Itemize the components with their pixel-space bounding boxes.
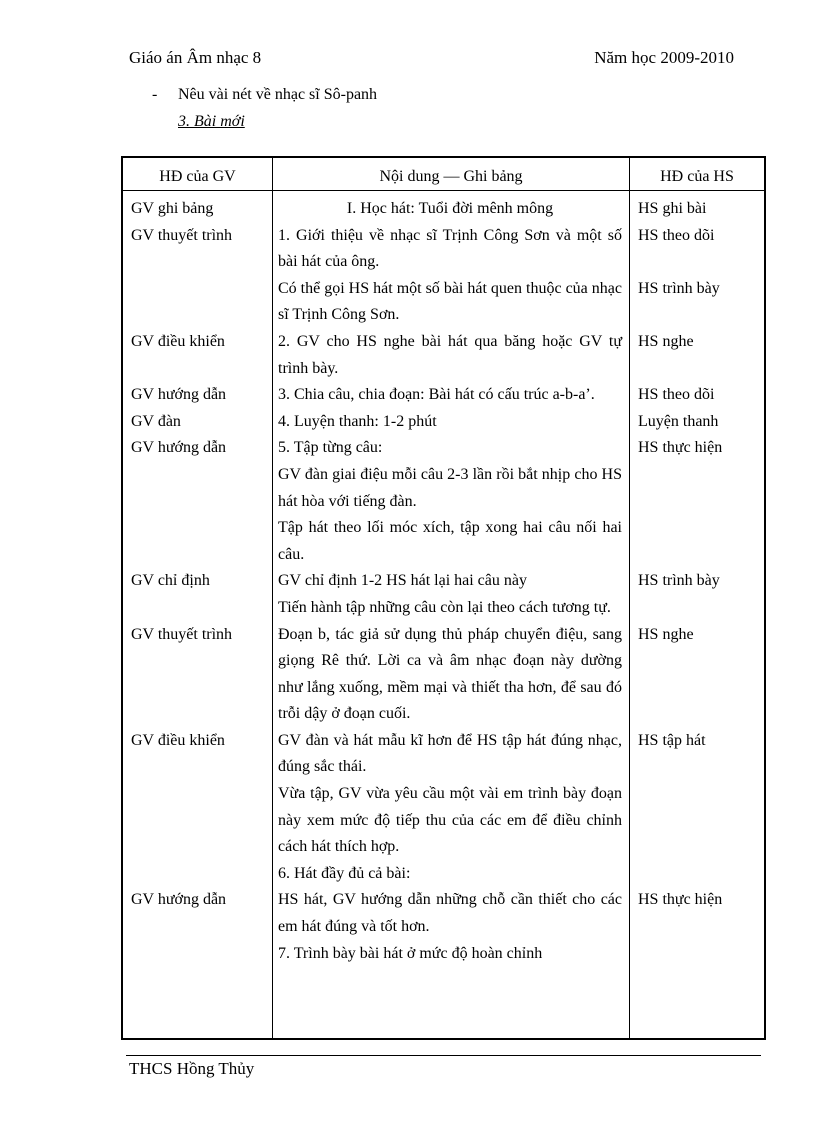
footer-school: THCS Hồng Thủy [129, 1059, 255, 1078]
table-body [123, 196, 764, 967]
gv-activity: GV chỉ định [131, 572, 210, 590]
table-row [123, 329, 764, 382]
section-heading: 3. Bài mới [178, 113, 245, 130]
bullet-dash: - [152, 86, 158, 103]
gv-activity: GV thuyết trình [131, 625, 233, 643]
lesson-content: Đoạn b, tác giả sử dụng thủ pháp chuyển điệu, sang giọng Rê thứ. Lời ca và âm nhạc đoạn này dường như lắng xuống, mềm mại và thiết tha hơn, để sau đó trỗi dậy ở đoạn cuối. [278, 625, 622, 723]
gv-activity: GV hướng dẫn [131, 439, 227, 457]
table-row [123, 861, 764, 888]
footer-divider [126, 1055, 761, 1056]
gv-activity: GV điều khiển [131, 332, 225, 350]
hs-activity: Luyện thanh [638, 412, 719, 430]
gv-activity: GV đàn [131, 412, 181, 430]
header-hs: HĐ của HS [660, 168, 734, 185]
hs-activity: HS trình bày [638, 572, 720, 590]
hs-activity: HS theo dõi [638, 226, 715, 244]
hs-activity: HS tập hát [638, 731, 706, 749]
table-row [123, 595, 764, 622]
lesson-content: 1. Giới thiệu về nhạc sĩ Trịnh Công Sơn và một số bài hát của ông. [278, 226, 622, 271]
gv-activity: GV điều khiển [131, 731, 225, 749]
gv-activity: GV hướng dẫn [131, 386, 227, 404]
lesson-content: GV đàn và hát mẫu kĩ hơn để HS tập hát đúng nhạc, đúng sắc thái. [278, 731, 622, 776]
lesson-content: GV chỉ định 1-2 HS hát lại hai câu này [278, 572, 527, 590]
table-row [123, 196, 764, 223]
header-year: Năm học 2009-2010 [594, 48, 734, 67]
hs-activity: HS nghe [638, 625, 694, 643]
intro-bullet [152, 86, 377, 104]
lesson-content: Vừa tập, GV vừa yêu cầu một vài em trình bày đoạn này xem mức độ tiếp thu của các em để điều chỉnh cách hát thích hợp. [278, 785, 622, 856]
lesson-content: 6. Hát đầy đủ cả bài: [278, 864, 411, 882]
hs-activity: HS trình bày [638, 279, 720, 297]
hs-activity: HS thực hiện [638, 439, 723, 457]
table-row [123, 276, 764, 329]
gv-activity: GV hướng dẫn [131, 891, 227, 909]
gv-activity: GV thuyết trình [131, 226, 233, 244]
table-row [123, 515, 764, 568]
hs-activity: HS theo dõi [638, 386, 715, 404]
header-divider [123, 190, 764, 191]
lesson-table [121, 156, 766, 1040]
table-row [123, 435, 764, 462]
hs-activity: HS nghe [638, 332, 694, 350]
header-title: Giáo án Âm nhạc 8 [129, 48, 262, 67]
table-row [123, 622, 764, 728]
lesson-content: 4. Luyện thanh: 1-2 phút [278, 412, 437, 430]
table-row [123, 462, 764, 515]
lesson-content: 5. Tập từng câu: [278, 439, 383, 457]
gv-activity: GV ghi bảng [131, 200, 214, 217]
table-row [123, 887, 764, 940]
hs-activity: HS thực hiện [638, 891, 723, 909]
header-gv: HĐ của GV [159, 168, 236, 185]
table-row [123, 568, 764, 595]
table-row [123, 728, 764, 781]
bullet-text: Nêu vài nét về nhạc sĩ Sô-panh [178, 86, 378, 103]
table-row [123, 223, 764, 276]
table-row [123, 941, 764, 968]
table-row [123, 409, 764, 436]
lesson-content: Tập hát theo lối móc xích, tập xong hai câu nối hai câu. [278, 519, 622, 563]
hs-activity: HS ghi bài [638, 200, 707, 217]
header-content: Nội dung — Ghi bảng [379, 168, 523, 185]
lesson-content: Có thể gọi HS hát một số bài hát quen thuộc của nhạc sĩ Trịnh Công Sơn. [278, 279, 622, 324]
table-row [123, 781, 764, 861]
lesson-content: Tiến hành tập những câu còn lại theo cách tương tự. [278, 598, 611, 616]
lesson-content: 2. GV cho HS nghe bài hát qua băng hoặc GV tự trình bày. [278, 332, 622, 377]
lesson-content: I. Học hát: Tuổi đời mênh mông [346, 200, 554, 217]
lesson-content: 3. Chia câu, chia đoạn: Bài hát có cấu trúc a-b-a’. [278, 386, 595, 404]
lesson-content: 7. Trình bày bài hát ở mức độ hoàn chỉnh [278, 944, 543, 962]
lesson-content: GV đàn giai điệu mỗi câu 2-3 lần rồi bắt nhịp cho HS hát hòa với tiếng đàn. [278, 465, 622, 510]
lesson-content: HS hát, GV hướng dẫn những chỗ cần thiết cho các em hát đúng và tốt hơn. [278, 891, 622, 936]
page-header [129, 48, 734, 72]
table-row [123, 382, 764, 409]
